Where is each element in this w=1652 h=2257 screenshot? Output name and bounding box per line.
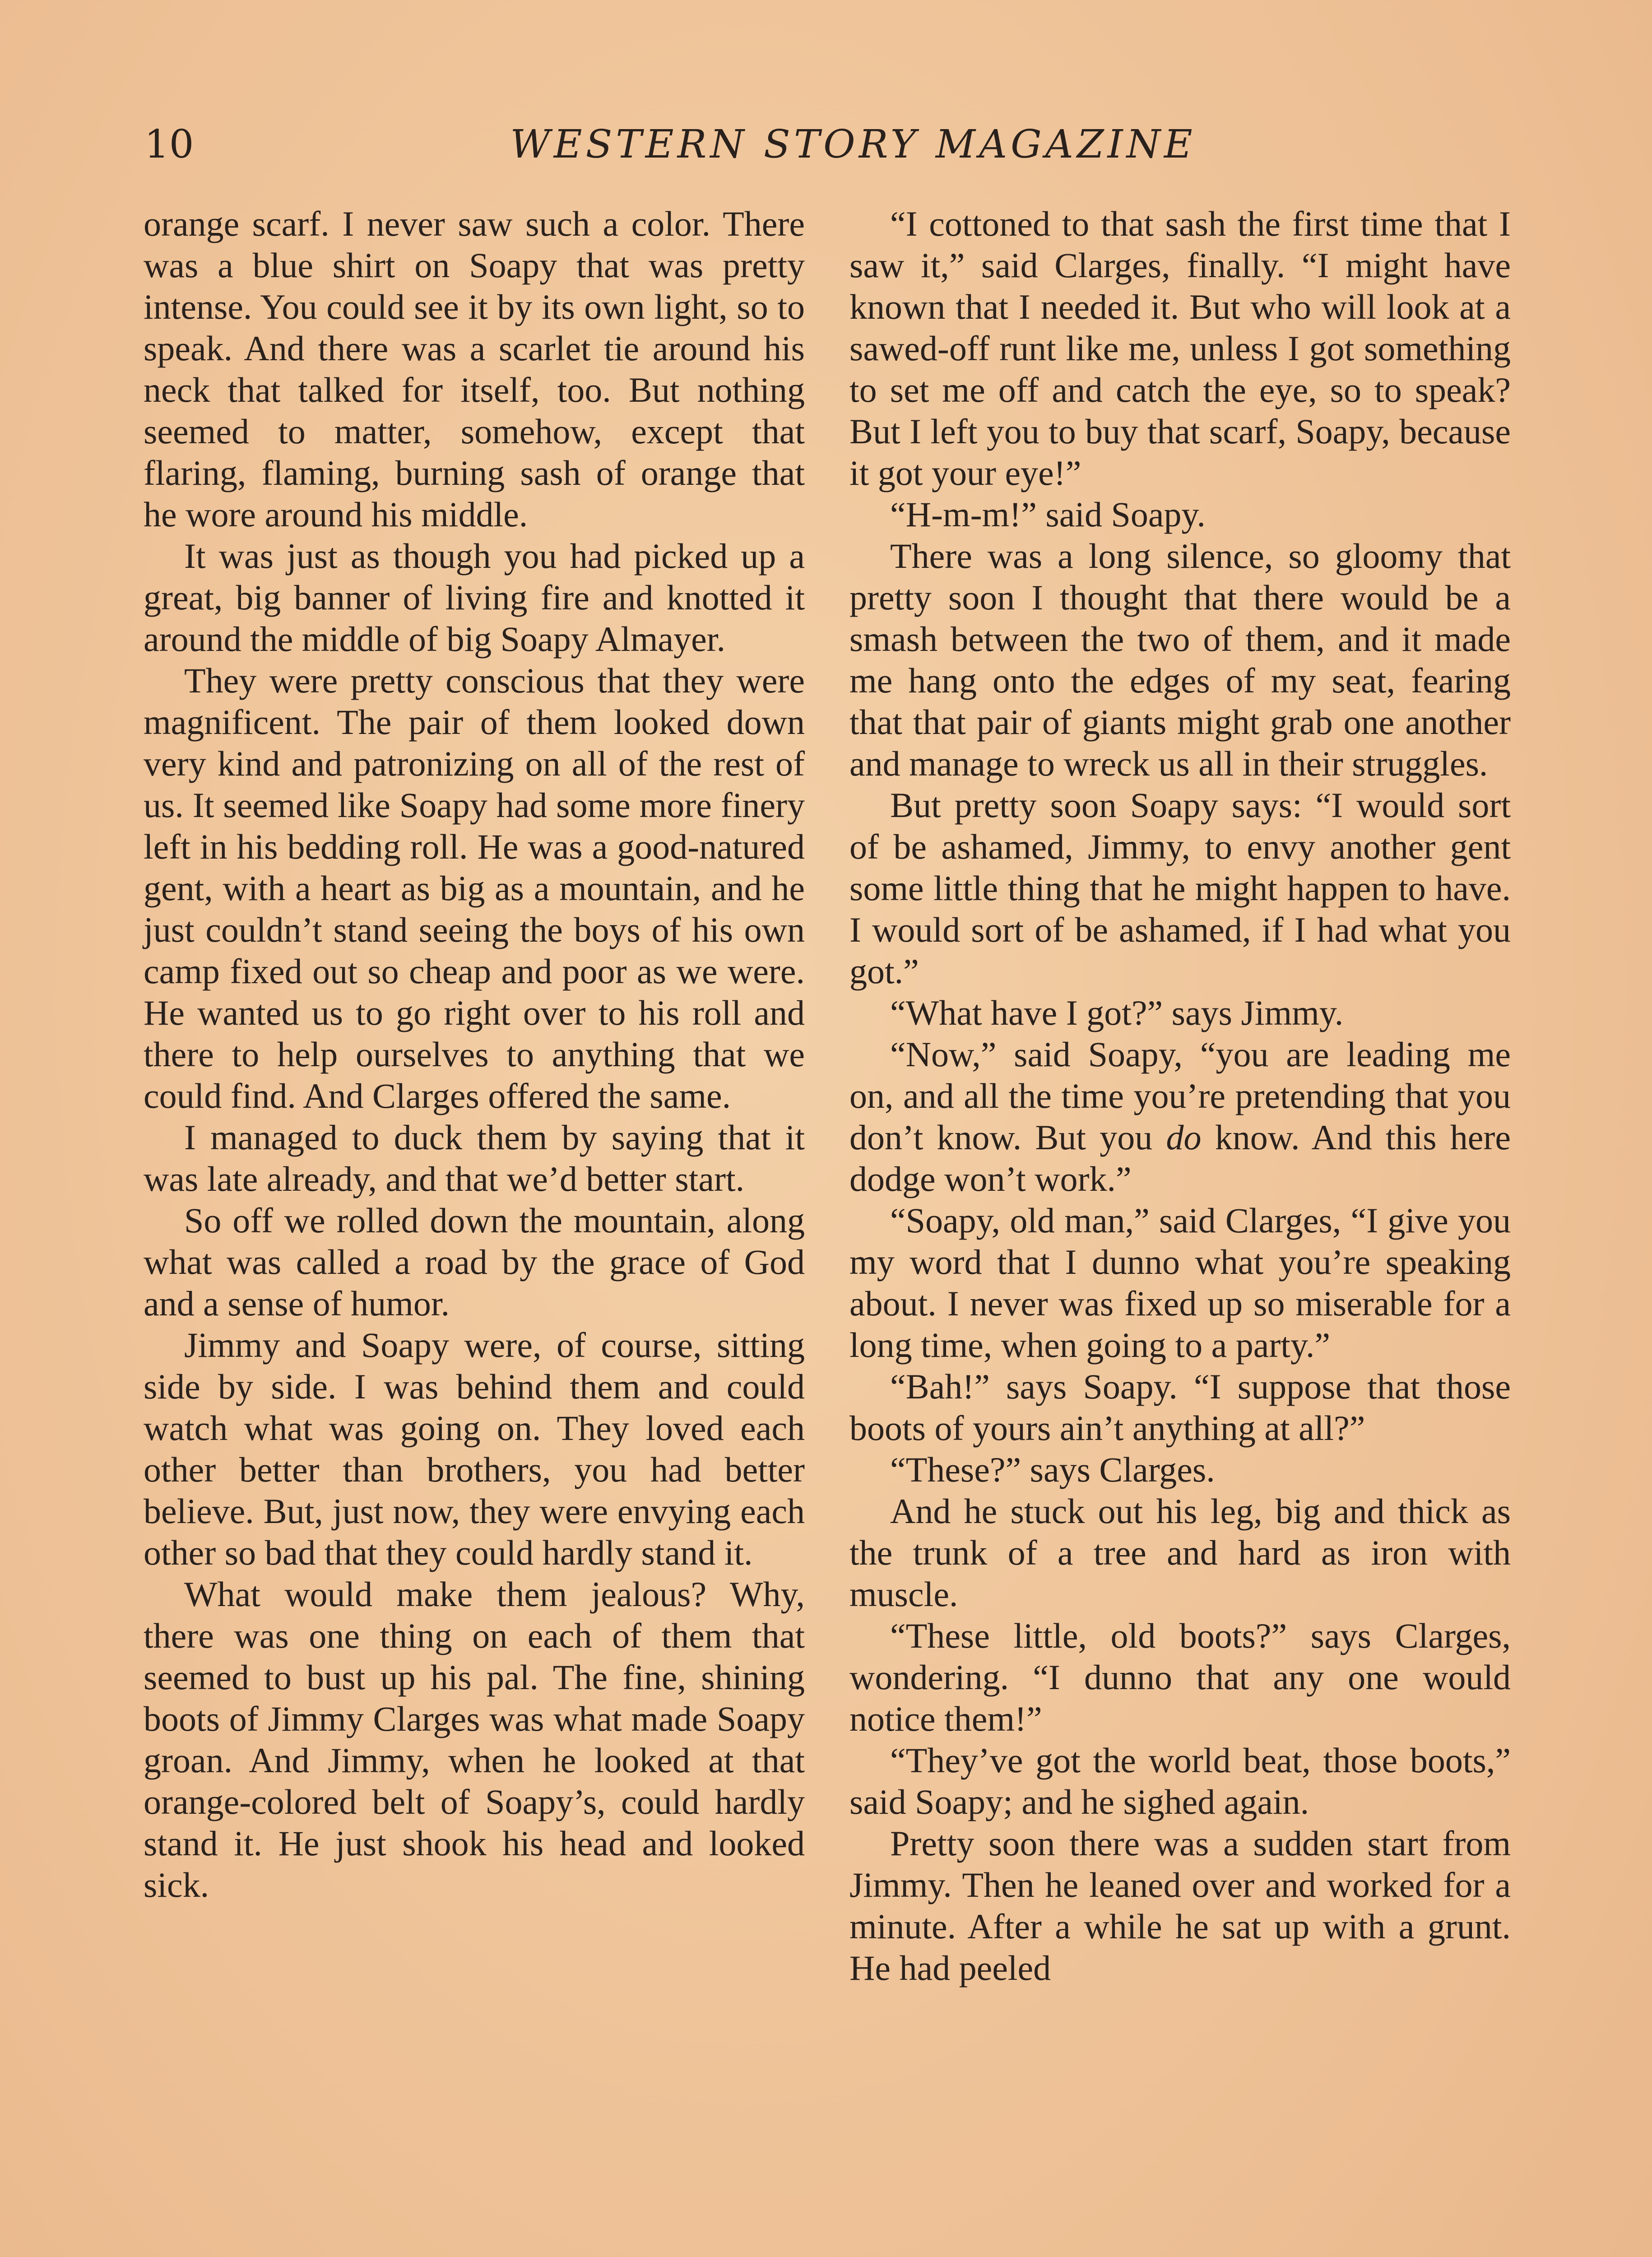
magazine-title: WESTERN STORY MAGAZINE: [510, 122, 1196, 167]
paragraph: “Bah!” says Soapy. “I suppose that those boots of yours ain’t anything at all?”: [849, 1367, 1511, 1448]
paragraph: orange scarf. I never saw such a color. There was a blue shirt on Soapy that was pretty intense. You could see it by its own light, so to speak. And there was a scarlet tie around his neck that talked for itself, too. But nothing seemed to matter, somehow, except that flaring, flaming, burning sash of orange that he wore around his middle.: [144, 204, 805, 534]
paragraph: “These little, old boots?” says Clarges, wondering. “I dunno that any one would notice them!”: [849, 1616, 1511, 1738]
paragraph: “I cottoned to that sash the first time that I saw it,” said Clarges, finally. “I might have known that I needed it. But who will look at a sawed-off runt like me, unless I got something to set me off and catch the eye, so to speak? But I left you to buy that scarf, Soapy, because it got your eye!”: [849, 204, 1511, 492]
page-number: 10: [144, 122, 194, 167]
paragraph: And he stuck out his leg, big and thick as the trunk of a tree and hard as iron with muscle.: [849, 1491, 1511, 1614]
paragraph: [849, 1034, 1511, 1200]
paragraph: But pretty soon Soapy says: “I would sort of be ashamed, Jimmy, to envy another gent some little thing that he might happen to have. I would sort of be ashamed, if I had what you got.”: [849, 785, 1511, 991]
paragraph: “These?” says Clarges.: [890, 1450, 1215, 1489]
page-header: [144, 113, 1480, 181]
paragraph: I managed to duck them by saying that it was late already, and that we’d better start.: [144, 1118, 805, 1198]
paragraph: “H-m-m!” said Soapy.: [890, 495, 1206, 534]
italic-text: do: [1166, 1118, 1202, 1157]
paragraph: “What have I got?” says Jimmy.: [890, 993, 1344, 1032]
paragraph: What would make them jealous? Why, there was one thing on each of them that seemed to bust up his pal. The fine, shining boots of Jimmy Clarges was what made Soapy groan. And Jimmy, when he looked at that orange-colored belt of Soapy’s, could hardly stand it. He just shook his head and looked sick.: [144, 1574, 805, 1904]
right-column: [849, 203, 1511, 1989]
paragraph: “Soapy, old man,” said Clarges, “I give you my word that I dunno what you’re speaking about. I never was fixed up so miserable for a long time, when going to a party.”: [849, 1201, 1511, 1365]
paragraph: “They’ve got the world beat, those boots,” said Soapy; and he sighed again.: [849, 1741, 1511, 1821]
paragraph: It was just as though you had picked up a great, big banner of living fire and knotted it around the middle of big Soapy Almayer.: [144, 536, 805, 659]
paragraph: They were pretty conscious that they were magnificent. The pair of them looked down very kind and patronizing on all of the rest of us. It seemed like Soapy had some more finery left in his bedding roll. He was a good-natured gent, with a heart as big as a mountain, and he just couldn’t stand seeing the boys of his own camp fixed out so cheap and poor as we were. He wanted us to go right over to his roll and there to help ourselves to anything that we could find. And Clarges offered the same.: [144, 661, 805, 1115]
left-column: [144, 203, 805, 1906]
paragraph: Pretty soon there was a sudden start from Jimmy. Then he leaned over and worked for a minute. After a while he sat up with a grunt. He had peeled: [849, 1824, 1511, 1988]
paragraph: Jimmy and Soapy were, of course, sitting side by side. I was behind them and could watch what was going on. They loved each other better than brothers, you had better believe. But, just now, they were envying each other so bad that they could hardly stand it.: [144, 1325, 805, 1572]
paragraph: So off we rolled down the mountain, along what was called a road by the grace of God and a sense of humor.: [144, 1201, 805, 1323]
text-span: know. And this here dodge won’t work.”: [849, 1118, 1511, 1198]
text-span: “Now,” said Soapy, “you are leading me on, and all the time you’re pretending that you don’t know. But you: [849, 1035, 1511, 1157]
paragraph: There was a long silence, so gloomy that pretty soon I thought that there would be a smash between the two of them, and it made me hang onto the edges of my seat, fearing that that pair of giants might grab one another and manage to wreck us all in their struggles.: [849, 536, 1511, 783]
